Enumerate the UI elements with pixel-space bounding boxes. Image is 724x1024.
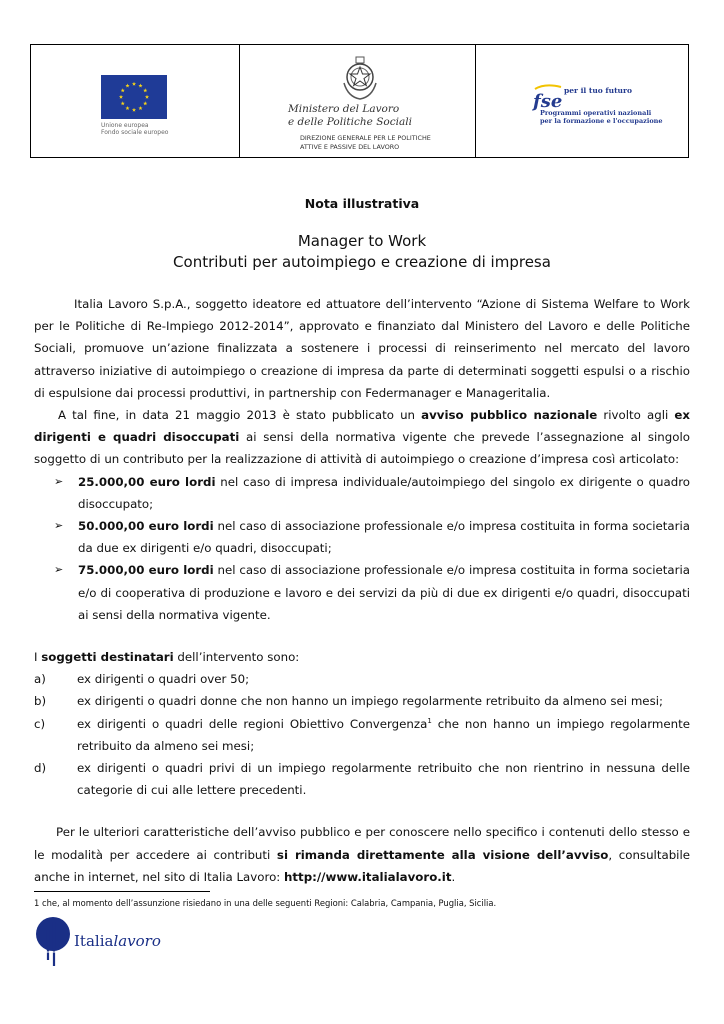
eu-caption xyxy=(101,122,191,136)
footnote-separator xyxy=(34,891,210,892)
list-item-text: nel caso di associazione professionale e/o impresa costituita in forma societaria da due ex dirigenti e/o quadri, disoccupati; xyxy=(78,519,690,556)
amount: 50.000,00 euro lordi xyxy=(78,519,214,534)
wordmark-part1: Italia xyxy=(74,932,114,950)
eu-caption-line2: Fondo sociale europeo xyxy=(101,129,169,136)
wordmark-part2: lavoro xyxy=(113,932,161,950)
ministry-name-line1: Ministero del Lavoro xyxy=(288,103,400,115)
body-text xyxy=(34,293,690,888)
main-title-line1: Manager to Work xyxy=(297,232,427,250)
text-run: ai sensi della normativa vigente che prevede l’assegnazione al singolo soggetto di un contributo per la realizzazione di attività di autoimpiego o creazione d’impresa così articolato: xyxy=(34,430,690,467)
list-item-text: ex dirigenti o quadri delle regioni Obiettivo Convergenza xyxy=(77,716,428,731)
contribution-list xyxy=(34,471,690,626)
eu-caption-line1: Unione europea xyxy=(101,122,149,129)
intro-paragraph: Italia Lavoro S.p.A., soggetto ideatore ed attuatore dell’intervento “Azione di Sistema Welfare to Work per le Politiche di Re-Impiego 2012-2014”, approvato e finanziato dal Ministero del Lavoro e delle Politiche Sociali, promuove un’azione finalizzata a sostenere i processi di reinserimento nel mercato del lavoro attraverso iniziative di autoimpiego o creazione di impresa da parte di determinati soggetti espulsi o a rischio di espulsione dai processi produttivi, in partnership con Federmanager e Manageritalia. xyxy=(34,297,690,400)
list-item-text: nel caso di impresa individuale/autoimpiego del singolo ex dirigente o quadro disoccupato; xyxy=(78,474,690,511)
ministry-logo-cell xyxy=(239,45,475,157)
list-item xyxy=(34,559,690,626)
bold-run: ex dirigenti e quadri disoccupati xyxy=(34,408,690,445)
fse-logo-icon xyxy=(531,83,567,111)
amount: 75.000,00 euro lordi xyxy=(78,563,214,578)
republic-emblem-icon xyxy=(338,53,382,103)
ministry-dept-line1: DIREZIONE GENERALE PER LE POLITICHE xyxy=(300,134,431,142)
fse-subtitle-line2: per la formazione e l'occupazione xyxy=(540,117,663,125)
eu-logo-cell xyxy=(31,45,239,157)
list-item xyxy=(34,713,690,757)
list-marker: c) xyxy=(34,716,46,731)
list-item xyxy=(34,690,690,712)
arrow-bullet-icon: ➢ xyxy=(54,563,64,577)
ministry-dept-line2: ATTIVE E PASSIVE DEL LAVORO xyxy=(300,143,400,151)
svg-text:fse: fse xyxy=(533,91,563,111)
targets-intro xyxy=(34,646,690,668)
list-item xyxy=(34,471,690,515)
list-marker: a) xyxy=(34,672,46,687)
arrow-bullet-icon: ➢ xyxy=(54,519,64,533)
bold-run: soggetti destinatari xyxy=(41,650,174,665)
list-item-text: che non hanno un impiego regolarmente retribuito da almeno sei mesi; xyxy=(77,716,690,753)
bold-run: si rimanda direttamente alla visione dell’avviso xyxy=(276,847,609,862)
italia-lavoro-wordmark xyxy=(74,932,161,950)
list-item-text: ex dirigenti o quadri over 50; xyxy=(77,672,250,687)
website-link[interactable]: http://www.italialavoro.it xyxy=(284,869,452,884)
text-run: . xyxy=(451,869,456,884)
text-run: A tal fine, in data 21 maggio 2013 è stato pubblicato un xyxy=(58,408,422,423)
fse-tagline: per il tuo futuro xyxy=(564,86,632,95)
arrow-bullet-icon: ➢ xyxy=(54,474,64,488)
header-logo-table xyxy=(30,44,689,158)
spacer xyxy=(34,626,690,646)
main-title-line2: Contributi per autoimpiego e creazione di impresa xyxy=(173,253,551,271)
eu-flag-icon xyxy=(101,75,167,119)
bold-run: avviso pubblico nazionale xyxy=(421,408,598,423)
text-run: , consultabile anche in internet, nel sito di Italia Lavoro: xyxy=(34,847,690,884)
list-item xyxy=(34,515,690,559)
footnote-ref[interactable]: 1 xyxy=(427,716,432,725)
list-item-text: nel caso di associazione professionale e/o impresa costituita in forma societaria e/o di cooperativa di produzione e lavoro e dei servizi da più di due ex dirigenti e/o quadri, disoccupati ai sensi della normativa vigente. xyxy=(78,563,690,622)
list-marker: d) xyxy=(34,761,47,776)
ministry-name-line2: e delle Politiche Sociali xyxy=(288,116,412,128)
amount: 25.000,00 euro lordi xyxy=(78,474,216,489)
list-item-text: ex dirigenti o quadri privi di un impiego regolarmente retribuito che non rientrino in nessuna delle categorie di cui alle lettere precedenti. xyxy=(77,761,690,798)
fse-logo-cell xyxy=(475,45,688,157)
targets-list xyxy=(34,668,690,801)
spacer xyxy=(34,801,690,821)
closing-paragraph xyxy=(34,821,690,888)
text-run: rivolto agli xyxy=(597,408,675,423)
text-run: I xyxy=(34,650,42,665)
main-title xyxy=(0,231,724,273)
text-run: Per le ulteriori caratteristiche dell’avviso pubblico e per conoscere nello specifico i contenuti dello stesso e le modalità per accedere ai contributi xyxy=(34,825,690,862)
fse-subtitle-line1: Programmi operativi nazionali xyxy=(540,109,652,117)
list-marker: b) xyxy=(34,694,47,709)
text-run: dell’intervento sono: xyxy=(173,650,300,665)
note-title: Nota illustrativa xyxy=(304,196,420,211)
footnote: 1 che, al momento dell’assunzione risiedano in una delle seguenti Regioni: Calabria, Campania, Puglia, Sicilia. xyxy=(34,898,497,908)
list-item-text: ex dirigenti o quadri donne che non hanno un impiego regolarmente retribuito da almeno sei mesi; xyxy=(77,694,663,709)
announcement-paragraph xyxy=(34,404,690,471)
list-item xyxy=(34,757,690,801)
list-item xyxy=(34,668,690,690)
